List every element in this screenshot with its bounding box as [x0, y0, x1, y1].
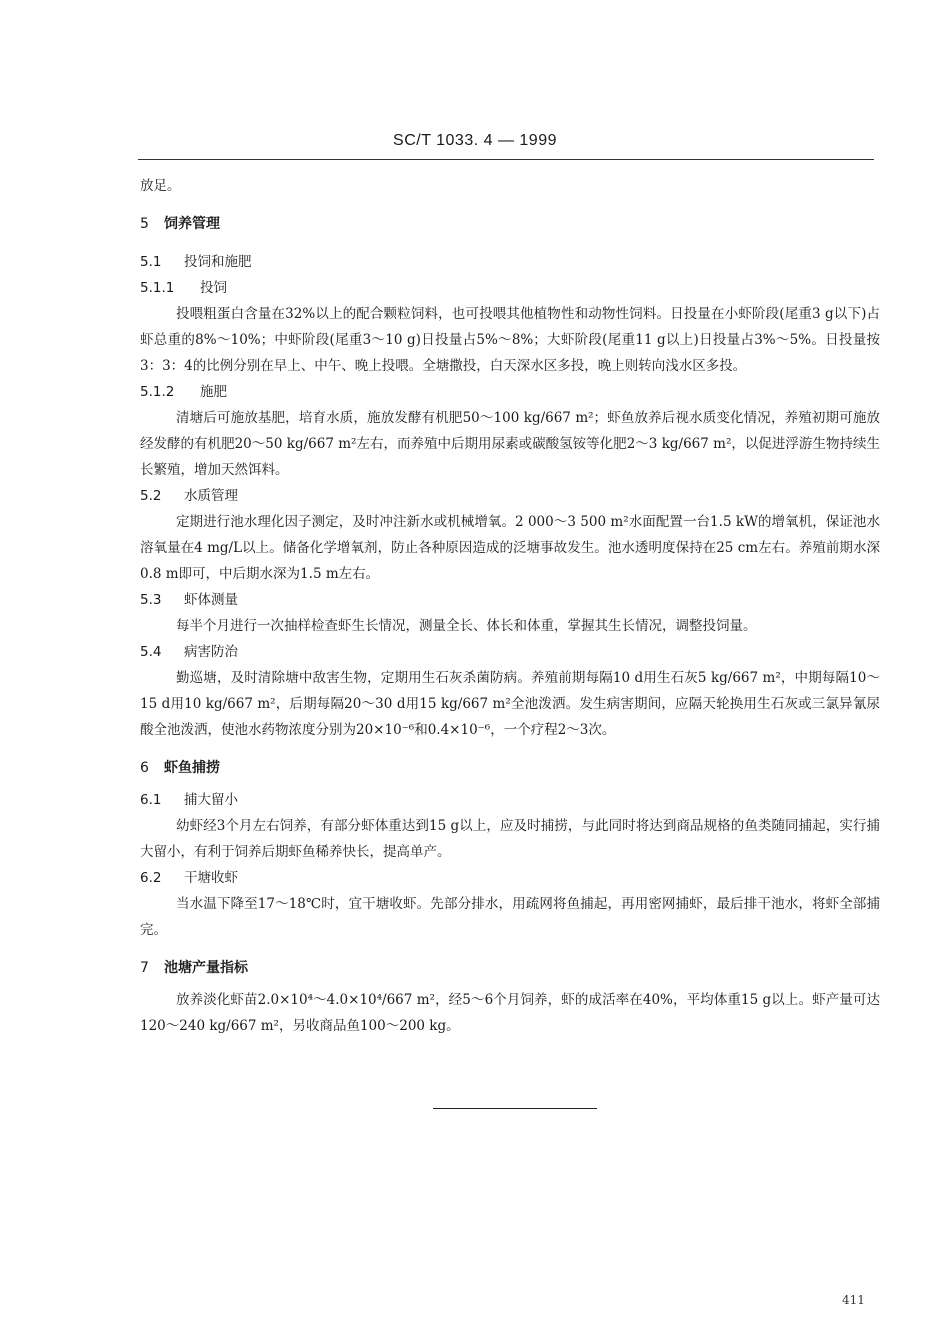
- section-5-1-1-heading: [140, 275, 880, 301]
- section-6-2-paragraph: 当水温下降至17～18℃时，宜干塘收虾。先部分排水，用疏网将鱼捕起，再用密网捕虾，最后排干池水，将虾全部捕完。: [140, 896, 880, 938]
- section-number: 5.2: [140, 488, 162, 504]
- section-6-1-paragraph: 幼虾经3个月左右饲养，有部分虾体重达到15 g以上，应及时捕捞，与此同时将达到商品规格的鱼类随同捕起，实行捕大留小，有利于饲养后期虾鱼稀养快长，提高单产。: [140, 818, 880, 860]
- section-number: 5: [140, 216, 149, 232]
- section-title: 虾鱼捕捞: [164, 760, 220, 776]
- section-5-4-paragraph: 勤巡塘，及时清除塘中敌害生物，定期用生石灰杀菌防病。养殖前期每隔10 d用生石灰5 kg/667 m²，中期每隔10～15 d用10 kg/667 m²，后期每隔20～30 d用15 kg/667 m²全池泼洒。发生病害期间，应隔天轮换用生石灰或三氯异氰尿酸全池泼洒，使池水药物浓度分别为20×10⁻⁶和0.4×10⁻⁶，一个疗程2～3次。: [140, 670, 880, 738]
- section-title: 施肥: [200, 384, 227, 400]
- section-title: 池塘产量指标: [164, 960, 248, 976]
- section-5-3-paragraph: 每半个月进行一次抽样检查虾生长情况，测量全长、体长和体重，掌握其生长情况，调整投饲量。: [176, 618, 757, 634]
- end-of-document-rule: [433, 1108, 597, 1109]
- page-number: 411: [842, 1293, 865, 1307]
- section-5-4-heading: [140, 639, 880, 665]
- section-number: 6: [140, 760, 149, 776]
- section-title: 病害防治: [184, 644, 238, 660]
- section-title: 饲养管理: [164, 216, 220, 232]
- section-5-1-2-paragraph: 清塘后可施放基肥，培育水质，施放发酵有机肥50～100 kg/667 m²；虾鱼放养后视水质变化情况，养殖初期可施放经发酵的有机肥20～50 kg/667 m²左右，而养殖中后期用尿素或碳酸氢铵等化肥2～3 kg/667 m²，以促进浮游生物持续生长繁殖，增加天然饵料。: [140, 410, 880, 478]
- standard-code-header: SC/T 1033. 4 — 1999: [393, 132, 557, 149]
- section-number: 5.1.1: [140, 280, 175, 296]
- section-number: 6.2: [140, 870, 162, 886]
- header-rule: [138, 159, 874, 160]
- section-number: 6.1: [140, 792, 162, 808]
- section-title: 水质管理: [184, 488, 238, 504]
- document-body: [140, 173, 880, 1039]
- section-5-2-heading: [140, 483, 880, 509]
- section-title: 投饲和施肥: [184, 254, 252, 270]
- section-title: 投饲: [200, 280, 227, 296]
- section-6-2-heading: [140, 865, 880, 891]
- section-title: 虾体测量: [184, 592, 238, 608]
- section-5-2-paragraph: 定期进行池水理化因子测定，及时冲注新水或机械增氧。2 000～3 500 m²水面配置一台1.5 kW的增氧机，保证池水溶氧量在4 mg/L以上。储备化学增氧剂，防止各种原因造成的泛塘事故发生。池水透明度保持在25 cm左右。养殖前期水深0.8 m即可，中后期水深为1.5 m左右。: [140, 514, 880, 582]
- section-6-1-heading: [140, 787, 880, 813]
- section-number: 5.1: [140, 254, 162, 270]
- section-7-paragraph: 放养淡化虾苗2.0×10⁴～4.0×10⁴/667 m²，经5～6个月饲养，虾的成活率在40%，平均体重15 g以上。虾产量可达120～240 kg/667 m²，另收商品鱼100～200 kg。: [140, 992, 880, 1034]
- section-5-1-2-heading: [140, 379, 880, 405]
- section-5-1-1-paragraph: 投喂粗蛋白含量在32%以上的配合颗粒饲料，也可投喂其他植物性和动物性饲料。日投量在小虾阶段(尾重3 g以下)占虾总重的8%～10%；中虾阶段(尾重3～10 g)日投量占5%～8%；大虾阶段(尾重11 g以上)日投量占3%～5%。日投量按3：3：4的比例分别在早上、中午、晚上投喂。全塘撒投，白天深水区多投，晚上则转向浅水区多投。: [140, 306, 880, 374]
- section-number: 5.1.2: [140, 384, 175, 400]
- section-6-heading: [140, 755, 880, 781]
- section-title: 捕大留小: [184, 792, 238, 808]
- section-title: 干塘收虾: [184, 870, 238, 886]
- section-5-heading: [140, 211, 880, 237]
- section-number: 5.4: [140, 644, 162, 660]
- section-5-3-heading: [140, 587, 880, 613]
- section-number: 5.3: [140, 592, 162, 608]
- section-7-heading: [140, 955, 880, 981]
- intro-fragment: 放足。: [140, 178, 181, 194]
- section-5-1-heading: [140, 249, 880, 275]
- section-number: 7: [140, 960, 149, 976]
